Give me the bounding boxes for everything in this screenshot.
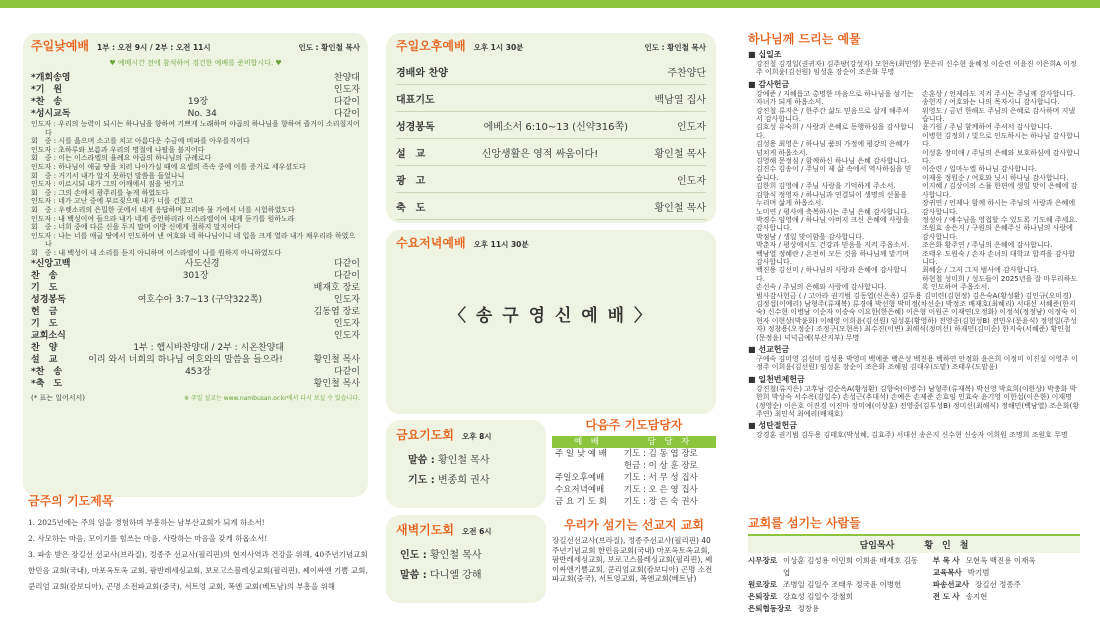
litany-line: 회 중 : 시를 읊으며 소고를 치고 아름다운 수금에 비파를 아우를지어다 — [31, 137, 250, 146]
litany-line: 회 중 : 그의 손에서 광주리를 놓게 하였도다 — [31, 188, 169, 197]
thanks-entry: 이지혜 / 김상이의 스뮬 한편에 생일 맞이 은혜에 감사합니다. — [922, 182, 1078, 199]
staff-names: 송지현 — [965, 592, 988, 601]
staff-row — [748, 603, 925, 615]
next-week-person: 기도 : 장 은 숙 권사 — [623, 497, 698, 507]
senior-pastor-name: 황 인 철 — [924, 541, 969, 551]
thanks-entry: 위영도 / 금년 한해도 주님의 은혜로 감사하며 지냈습니다. — [922, 106, 1076, 124]
order-row — [31, 258, 360, 270]
senior-pastor-label: 담임목사 — [859, 541, 895, 551]
staff-role: 교육목사 — [932, 568, 962, 577]
friday-label: 기도 : — [408, 475, 435, 486]
dawn-prayer-panel — [386, 515, 546, 603]
order-person: 황인철 목사 — [654, 148, 706, 160]
thanks-entry: 이병헌 김정희 / 빛으로 인도하시는 하나님 감사합니다. — [922, 131, 1080, 149]
next-week-service: 금 요 기 도 회 — [555, 497, 607, 507]
litany-line: 회 중 : 거기서 내가 알지 못하던 말씀을 들었나니 — [31, 171, 185, 180]
staff-names: 강효성 김일수 강철희 — [782, 592, 853, 601]
thanks-entry: 윤기원 / 주님 함께하여 주셔서 감사합니다. — [922, 123, 1053, 132]
next-week-header: 예 배 — [573, 437, 599, 447]
offerings-title: 하나님께 드리는 예물 — [748, 32, 861, 46]
order-content: 에베소서 6:10~13 (신약316쪽) — [483, 121, 629, 133]
mission-offering-heading: ■ 선교헌금 — [748, 345, 790, 354]
order-person: 다같이 — [333, 258, 360, 269]
thanks-entry: 조은화 황주연 / 주님의 은혜에 감사합니다. — [922, 241, 1053, 250]
staff-names: 모현옥 백진용 이재욱 — [965, 556, 1036, 565]
order-person: 다같이 — [333, 270, 360, 281]
order-label: *신앙고백 — [31, 258, 71, 269]
order-label: *축 도 — [31, 378, 63, 389]
offerings-section — [748, 30, 1080, 440]
next-week-service — [552, 460, 621, 472]
thanks-entry: 이재웅 정원순 / 여호와 닛시 하나님 감사합니다. — [922, 173, 1069, 182]
order-label: 찬 송 — [31, 270, 58, 281]
afternoon-service-title: 주일오후예배 — [396, 39, 466, 53]
thanks-entry: 조원효 송은지 / 구원의 은혜주신 하나님의 사랑에 감사합니다. — [922, 224, 1073, 241]
staff-list-right — [933, 555, 1080, 615]
order-person: 인도자 — [677, 175, 706, 187]
order-row — [31, 108, 360, 120]
staff-row — [933, 555, 1080, 567]
afternoon-service-time: 오후 1시 30분 — [473, 43, 524, 52]
litany-line: 회 중 : 너희 중에 다른 신을 두지 말며 이방 신에게 절하지 말지어다 — [31, 223, 241, 232]
thanks-entry: 김향식 정영자 / 하나님과 연결되어 생명의 선물을 누리며 삶게 하옵소서. — [756, 190, 907, 208]
staff-role: 부 목 사 — [932, 556, 960, 565]
staff-list-left — [748, 555, 925, 615]
thanks-entry: 하현철 성미희 / 성도들이 2025년을 잘 마무리하도록 인도하여 주옵소서. — [922, 274, 1078, 292]
staff-names: 박기범 — [967, 568, 990, 577]
relief-offering-names: 강진철(류지은) 고후남 김순옥A(황성환) 김향숙(이병수) 남형주(류재복) 박선영 박효희(이한상) 박충화 박한희 박상숙 서수옥(김일수) 손성근(추대석) 손예은 손제준 손효임 민효숙 윤기영 이한섭(이은한) 이재명(정영순) 이은호 이진경 이진마 장미예(이상훈) 전영중(김투성B) 정미선(최해식) 정해민(백남열) 조은화(황주연) 최민석 최예리(배재호) — [756, 384, 1080, 419]
friday-value: 변종희 권사 — [438, 475, 490, 486]
christmas-offering-names: 강경훈 권기범 김두용 김태호(박성혜, 김효주) 서대선 송은지 신수현 신숭자 이희원 조명희 조원호 무명 — [756, 431, 1068, 440]
friday-label: 말씀 : — [408, 455, 435, 466]
standing-note: (* 표는 일어서서) — [31, 393, 85, 402]
litany-line: 회 중 : 우렛소리의 은밀한 곳에서 네게 응답하며 므리바 물 가에서 너를 시험하였도다 — [31, 205, 295, 214]
order-row — [31, 378, 360, 390]
mission-churches-title: 우리가 섬기는 선교지 교회 — [563, 518, 705, 532]
thanks-entry: 김한희 김영애 / 주님 사랑을 기억하게 주소서. — [756, 182, 896, 191]
order-person: 인도자 — [333, 330, 360, 341]
litany-line: 인도자 : 나는 너를 애굽 땅에서 인도하여 낸 여호와 네 하나님이니 네 입을 크게 열라 내가 채우리라 하였으나 — [31, 231, 356, 249]
order-row — [31, 354, 360, 366]
next-week-service: 수요저녁예배 — [555, 485, 605, 495]
litany-line: 인도자 : 우리의 능력이 되시는 하나님을 향하여 기쁘게 노래하며 야곱의 하나님을 향하여 즐거이 소리칠지어다 — [31, 120, 360, 137]
thanks-entry: 정성아 / 예수님을 영접할 수 있도록 기도해 주세요. — [922, 215, 1078, 224]
thanks-entry: 김성용 최영은 / 하나님 품의 가정에 평강의 은혜가 넘치게 하옵소서. — [756, 140, 910, 157]
tithe-names: 강진철 김경일(권귀자) 김주팡(강성자) 모현옥(최민영) 문은리 신수현 윤혜정 이순련 이윤진 이은희A 이정주 이희윤(김선원) 임성훈 장순이 조은화 무명 — [756, 60, 1077, 77]
staff-row — [933, 567, 1080, 579]
next-week-row — [552, 448, 716, 460]
order-label: 경배와 찬양 — [396, 67, 448, 79]
thanks-entry: 김영해 문정심 / 함께하신 하나님 은혜 감사합니다. — [756, 157, 910, 166]
prayer-item: 3. 파송 받은 장길선 선교사(브라질), 정종주 선교사(필리핀)의 현지사역과 건강을 위해, 40주년기념교회 한민음 교회(국내), 마포옥토옥 교회, 팜반레세싱교회, 보로고스블레싱교회(필리핀), 쎄이싸앤 기쁨 교회, 쿤리엄 교회(캄보디아), 곤명 소전파교회(중국), 서트엉 교회, 폭엔 교회(베트남)의 부흥을 위해 — [28, 550, 368, 591]
order-person: 다같이 — [333, 109, 360, 119]
order-person: 다같이 — [333, 97, 360, 107]
order-content: 신앙생활은 영적 싸움이다! — [481, 148, 599, 160]
staff-role: 은퇴장로 — [748, 592, 777, 601]
wednesday-service-time: 오후 11시 30분 — [473, 240, 529, 249]
staff-role: 원로장로 — [748, 580, 777, 589]
thanks-entry: 손선숙 / 주님의 은혜와 사랑에 감사합니다. — [756, 283, 887, 292]
order-label: 설 교 — [31, 354, 58, 365]
next-week-row — [552, 496, 716, 508]
sunday-notice: ♥ 예배시간 전에 참석하여 경건한 예배를 준비합시다. ♥ — [109, 59, 282, 67]
staff-role: 은퇴협동장로 — [748, 604, 792, 613]
order-person: 다같이 — [333, 366, 360, 377]
order-row — [31, 282, 360, 294]
order-person: 황인철 목사 — [654, 202, 706, 214]
order-person: 인도자 — [333, 318, 360, 329]
next-week-title: 다음주 기도담당자 — [585, 418, 683, 432]
thanks-entry: 김진수 김송이 / 주님이 제 삶 속에서 역사하심을 믿습니다. — [756, 165, 912, 182]
thanks-entry: 이성훈 장미애 / 주님의 은혜와 보호하심에 감사합니다. — [922, 148, 1080, 166]
afternoon-service-leader: 인도 : 황인철 목사 — [644, 43, 706, 52]
thanks-entry: 박춘자 / 평상에서도 건강과 믿음을 지켜 주옵소서. — [756, 241, 910, 250]
order-content: 여호수아 3:7~13 (구약322쪽) — [137, 294, 262, 305]
dawn-label: 말씀 : — [400, 570, 427, 581]
order-row — [31, 72, 360, 84]
litany-line: 인도자 : 하나님이 애굽 땅을 치러 나아가실 때에 요셉의 족속 중에 이를 증거로 세우셨도다 — [31, 162, 306, 171]
staff-names: 장길선 정종주 — [974, 580, 1021, 589]
year-end-service-heading: 〈 송 구 영 신 예 배 〉 — [449, 306, 653, 326]
order-row — [396, 166, 706, 193]
order-label: 성경봉독 — [396, 121, 435, 133]
order-content: No. 34 — [187, 109, 217, 119]
wednesday-service-title: 수요저녁예배 — [396, 236, 466, 250]
relief-offering-heading: ■ 일천번제헌금 — [748, 374, 805, 384]
thanks-entry: 최혜순 / 그저 그저 범사에 감사합니다. — [922, 266, 1040, 275]
prayer-item: 2. 사모하는 마음, 모이기를 힘쓰는 마음, 사랑하는 마음을 갖게 하옵소서! — [28, 534, 268, 543]
afternoon-service-panel — [386, 33, 716, 223]
afternoon-order — [396, 58, 706, 220]
prayer-topics-title: 금주의 기도제목 — [28, 494, 114, 508]
order-person: 황인철 목사 — [313, 354, 360, 365]
thanks-entry: 조태우 도원숙 / 손자 손녀의 대학교 합격을 감사합니다. — [922, 249, 1076, 266]
thanks-list-right — [922, 90, 1080, 292]
order-label: 성경봉독 — [31, 294, 66, 305]
staff-row — [748, 579, 925, 591]
church-staff-title: 교회를 섬기는 사람들 — [748, 516, 861, 530]
order-content: 이리 와서 너희의 하나님 여호와의 말씀을 들으라! — [88, 354, 283, 365]
staff-role: 전 도 사 — [932, 592, 960, 601]
church-staff-section — [748, 514, 1080, 615]
next-week-prayer-section — [552, 416, 716, 508]
thanks-entry: 김호성 유숙희 / 사랑과 은혜로 동행하심을 감사합니다. — [756, 123, 914, 140]
order-label: 광 고 — [396, 175, 426, 187]
friday-prayer-panel — [386, 420, 546, 508]
order-person: 백남열 집사 — [654, 94, 706, 106]
christmas-offering-heading: ■ 성탄절헌금 — [748, 421, 797, 431]
order-label: 대표기도 — [396, 94, 435, 106]
friday-value: 황인철 목사 — [438, 455, 490, 466]
sermon-website-note: ※ 주일 설교는 www.nambusan.or.kr에서 다시 보실 수 있습니다. — [184, 394, 360, 402]
thanks-entry: 박점남 / 생일 맞이함을 감사합니다. — [756, 232, 865, 241]
staff-row — [748, 555, 925, 579]
thanks-entry: 강진철 류지은 / 한주간 삶도 믿음으로 살게 해주셔서 감사합니다. — [756, 106, 910, 124]
sunday-order-bottom — [31, 258, 360, 390]
litany-line: 회 중 : 내 백성이 내 소리를 듣지 아니하며 이스라엘이 나를 원하지 아니하였도다 — [31, 248, 282, 257]
staff-names: 정창용 — [797, 604, 820, 613]
order-person: 인도자 — [677, 121, 706, 133]
prayer-topics-section — [28, 492, 373, 595]
order-content: 453장 — [185, 366, 211, 377]
staff-row — [933, 591, 1080, 603]
order-label: 축 도 — [396, 202, 426, 214]
staff-row — [748, 591, 925, 603]
wednesday-service-panel — [386, 230, 716, 414]
order-content: 19장 — [187, 97, 209, 107]
prayer-topics-list — [28, 515, 373, 595]
thanks-entry: 박경수 임영애 / 하나님 아버지 크신 은혜에 사랑을 감사합니다. — [756, 215, 910, 233]
sunday-order-top — [31, 72, 360, 120]
dawn-prayer-title: 새벽기도회 — [396, 523, 454, 537]
order-row — [31, 330, 360, 342]
sunday-service-times: 1부 : 오전 9시 / 2부 : 오전 11시 — [96, 43, 211, 52]
order-row — [31, 318, 360, 330]
order-person: 김동엽 장로 — [313, 306, 360, 317]
order-person: 배재호 장로 — [313, 282, 360, 293]
order-row — [396, 58, 706, 85]
litany-line: 인도자 : 이르시되 내가 그의 어깨에서 짐을 벗기고 — [31, 180, 185, 189]
order-row — [31, 342, 360, 354]
friday-prayer-time: 오후 8시 — [461, 432, 492, 441]
order-content: 1부 : 햅시바찬양대 / 2부 : 시온찬양대 — [133, 342, 285, 353]
thanks-entry: 백진용 김선미 / 하나님의 사랑과 은혜에 감사합니다. — [756, 266, 907, 283]
order-row — [31, 306, 360, 318]
order-label: 헌 금 — [31, 306, 58, 317]
next-week-row — [552, 460, 716, 472]
order-row — [396, 193, 706, 220]
dawn-value: 황인철 목사 — [430, 550, 482, 561]
order-row — [31, 294, 360, 306]
next-week-table — [552, 436, 716, 508]
order-row — [31, 96, 360, 108]
staff-role: 파송선교사 — [932, 580, 969, 589]
tithe-heading: ■ 십일조 — [748, 50, 782, 59]
order-row — [396, 112, 706, 139]
staff-row — [933, 579, 1080, 591]
next-week-person: 기도 : 오 은 영 집사 — [623, 485, 698, 495]
staff-names: 이상훈 김성용 이민희 이희윤 배재호 김동엽 — [782, 556, 919, 577]
order-label: *찬 송 — [31, 97, 63, 107]
thanks-list-left — [756, 90, 914, 292]
order-label: 찬 양 — [31, 342, 58, 353]
order-label: 교회소식 — [31, 330, 66, 341]
order-row — [31, 270, 360, 282]
thanks-entry: 이순련 / 일마누엘 하나님 감사합니다. — [922, 165, 1037, 174]
thanks-entry: 강예준 / 지혜롭고 총명한 마음으로 하나님을 섬기는 자녀가 되게 하옵소서. — [756, 89, 914, 107]
litany-line: 인도자 : 네가 고난 중에 부르짖으매 내가 너를 건졌고 — [31, 197, 194, 206]
order-person: 찬양대 — [333, 73, 360, 83]
dawn-prayer-time: 오전 6시 — [461, 527, 492, 536]
order-row — [31, 366, 360, 378]
mission-offering-names: 구예숙 김미영 김선미 김성용 박영미 백예준 백은성 백진용 백하연 안정화 윤은희 이정미 이진실 이영주 이정주 이희윤(김선원) 임성훈 장순이 조은화 조해임 김대우(도맡) 조태우(도맡음) — [756, 355, 1078, 372]
next-week-person: 기도 : 서 무 성 집사 — [623, 473, 698, 483]
order-row — [396, 85, 706, 112]
thanks-heading: ■ 감사헌금 — [748, 79, 790, 89]
next-week-service: 주 일 낮 예 배 — [555, 449, 607, 459]
thanks-entry: 노미연 / 평사에 축복하시는 주님 은혜 감사합니다. — [756, 207, 910, 216]
next-week-row — [552, 472, 716, 484]
sunday-service-title: 주일낮예배 — [31, 39, 89, 53]
thanks-entry: 손훈상 / 언제라도 지켜 주시는 주님께 감사합니다. — [922, 89, 1076, 98]
order-content: 사도신경 — [184, 258, 220, 269]
order-content: 301장 — [182, 270, 209, 281]
top-accent-bar — [0, 0, 1100, 8]
mission-churches-text: 장길선선교사(브라질), 정종주선교사(필리핀) 40주년기념교회 한민음교회(국내) 마포옥토옥교회, 팜반레세싱교회, 보로고스블레싱교회(필리핀), 쎄이싸앤기쁨교회, 쿤리엄교회(캄보디아) 곤명 소전파교회(중국), 서트엉교회, 폭엔교회(베트남) — [552, 536, 713, 583]
sunday-service-panel — [23, 33, 368, 497]
order-person: 주찬양단 — [667, 67, 706, 79]
mission-churches-section — [552, 516, 716, 584]
order-label: *찬 송 — [31, 366, 63, 377]
friday-prayer-title: 금요기도회 — [396, 428, 454, 442]
thanks-entry: 장귀연 / 언제나 함께 하시는 주님의 사랑과 은혜에 감사합니다. — [922, 199, 1076, 216]
litany-line: 인도자 : 내 백성이여 들으라 내가 네게 증언하리라 이스라엘이여 내게 듣기를 원하노라 — [31, 214, 295, 223]
order-label: 기 도 — [31, 318, 58, 329]
order-row — [31, 84, 360, 96]
order-person: 인도자 — [333, 294, 360, 305]
order-label: *성시교독 — [31, 109, 71, 119]
order-person: 황인철 목사 — [313, 378, 360, 389]
dawn-value: 다니엘 강해 — [430, 570, 482, 581]
order-label: *개회송영 — [31, 73, 71, 83]
thanks-entry: 백남열 정혜란 / 온전히 모든 것을 하나님께 맡기며 감사합니다. — [756, 249, 910, 266]
next-week-person: 헌금 : 이 상 훈 장로 — [623, 461, 698, 471]
sunday-service-leader: 인도 : 황인철 목사 — [298, 43, 360, 52]
sunday-litany — [31, 120, 360, 258]
thanks-entry: 송헌지 / 여호와는 나의 목자시니 감사합니다. — [922, 98, 1060, 107]
order-label: 설 교 — [396, 148, 426, 160]
next-week-person: 기도 : 김 동 엽 장로 — [623, 449, 698, 459]
dawn-label: 인도 : — [400, 550, 427, 561]
litany-line: 인도자 : 초하루와 보름과 우리의 명절에 나팔을 불지어다 — [31, 145, 205, 154]
next-week-row — [552, 484, 716, 496]
next-week-header: 담 당 자 — [647, 437, 690, 447]
order-person: 인도자 — [333, 85, 360, 95]
staff-role: 시무장로 — [748, 556, 777, 565]
prayer-item: 1. 2025년에는 주의 임을 경험하며 부흥하는 남부산교회가 되게 하소서! — [28, 518, 265, 527]
order-label: *기 원 — [31, 85, 63, 95]
senior-pastor-row — [748, 534, 1080, 553]
year-thanks-names: 범사감사헌금 ( / 고아라 권기범 김동엽(신은옥) 김두용 김미련(김현정) 김은숙A(황성환) 김인규(오미경) 김정섭(이예리) 남형주(류재복) 류경애 박선형 박미정(차선순) 박정조 배재호(최혜리) 서대선 서혜준(한지숙) 신수현 이병남 이순자 이승숙 이요한(한은혜) 이은형 이원곤 이재연(오정화) 이정석(정정남) 이정숙 이현자 이현상(박윤화) 이혜영 이희윤(김선원) 임성훈(황영하) 전영중(김현성B) 전민우(문윤식) 정영일(주성자) 정창용(오정순) 조정구(모현옥) 최수진(이변) 최해식(정미선) 하재민(김미순) 한지숙(서혜준) 황인철(문정윤) 넉넉금예(부산지부) 무명 — [756, 291, 1077, 342]
staff-names: 조병일 김일수 조태우 정국윤 이병헌 — [782, 580, 902, 589]
order-row — [396, 139, 706, 166]
litany-line: 회 중 : 이는 이스라엘의 율례요 야곱의 하나님의 규례로다 — [31, 154, 212, 163]
order-label: 기 도 — [31, 282, 58, 293]
next-week-service: 주일오후예배 — [555, 473, 605, 483]
